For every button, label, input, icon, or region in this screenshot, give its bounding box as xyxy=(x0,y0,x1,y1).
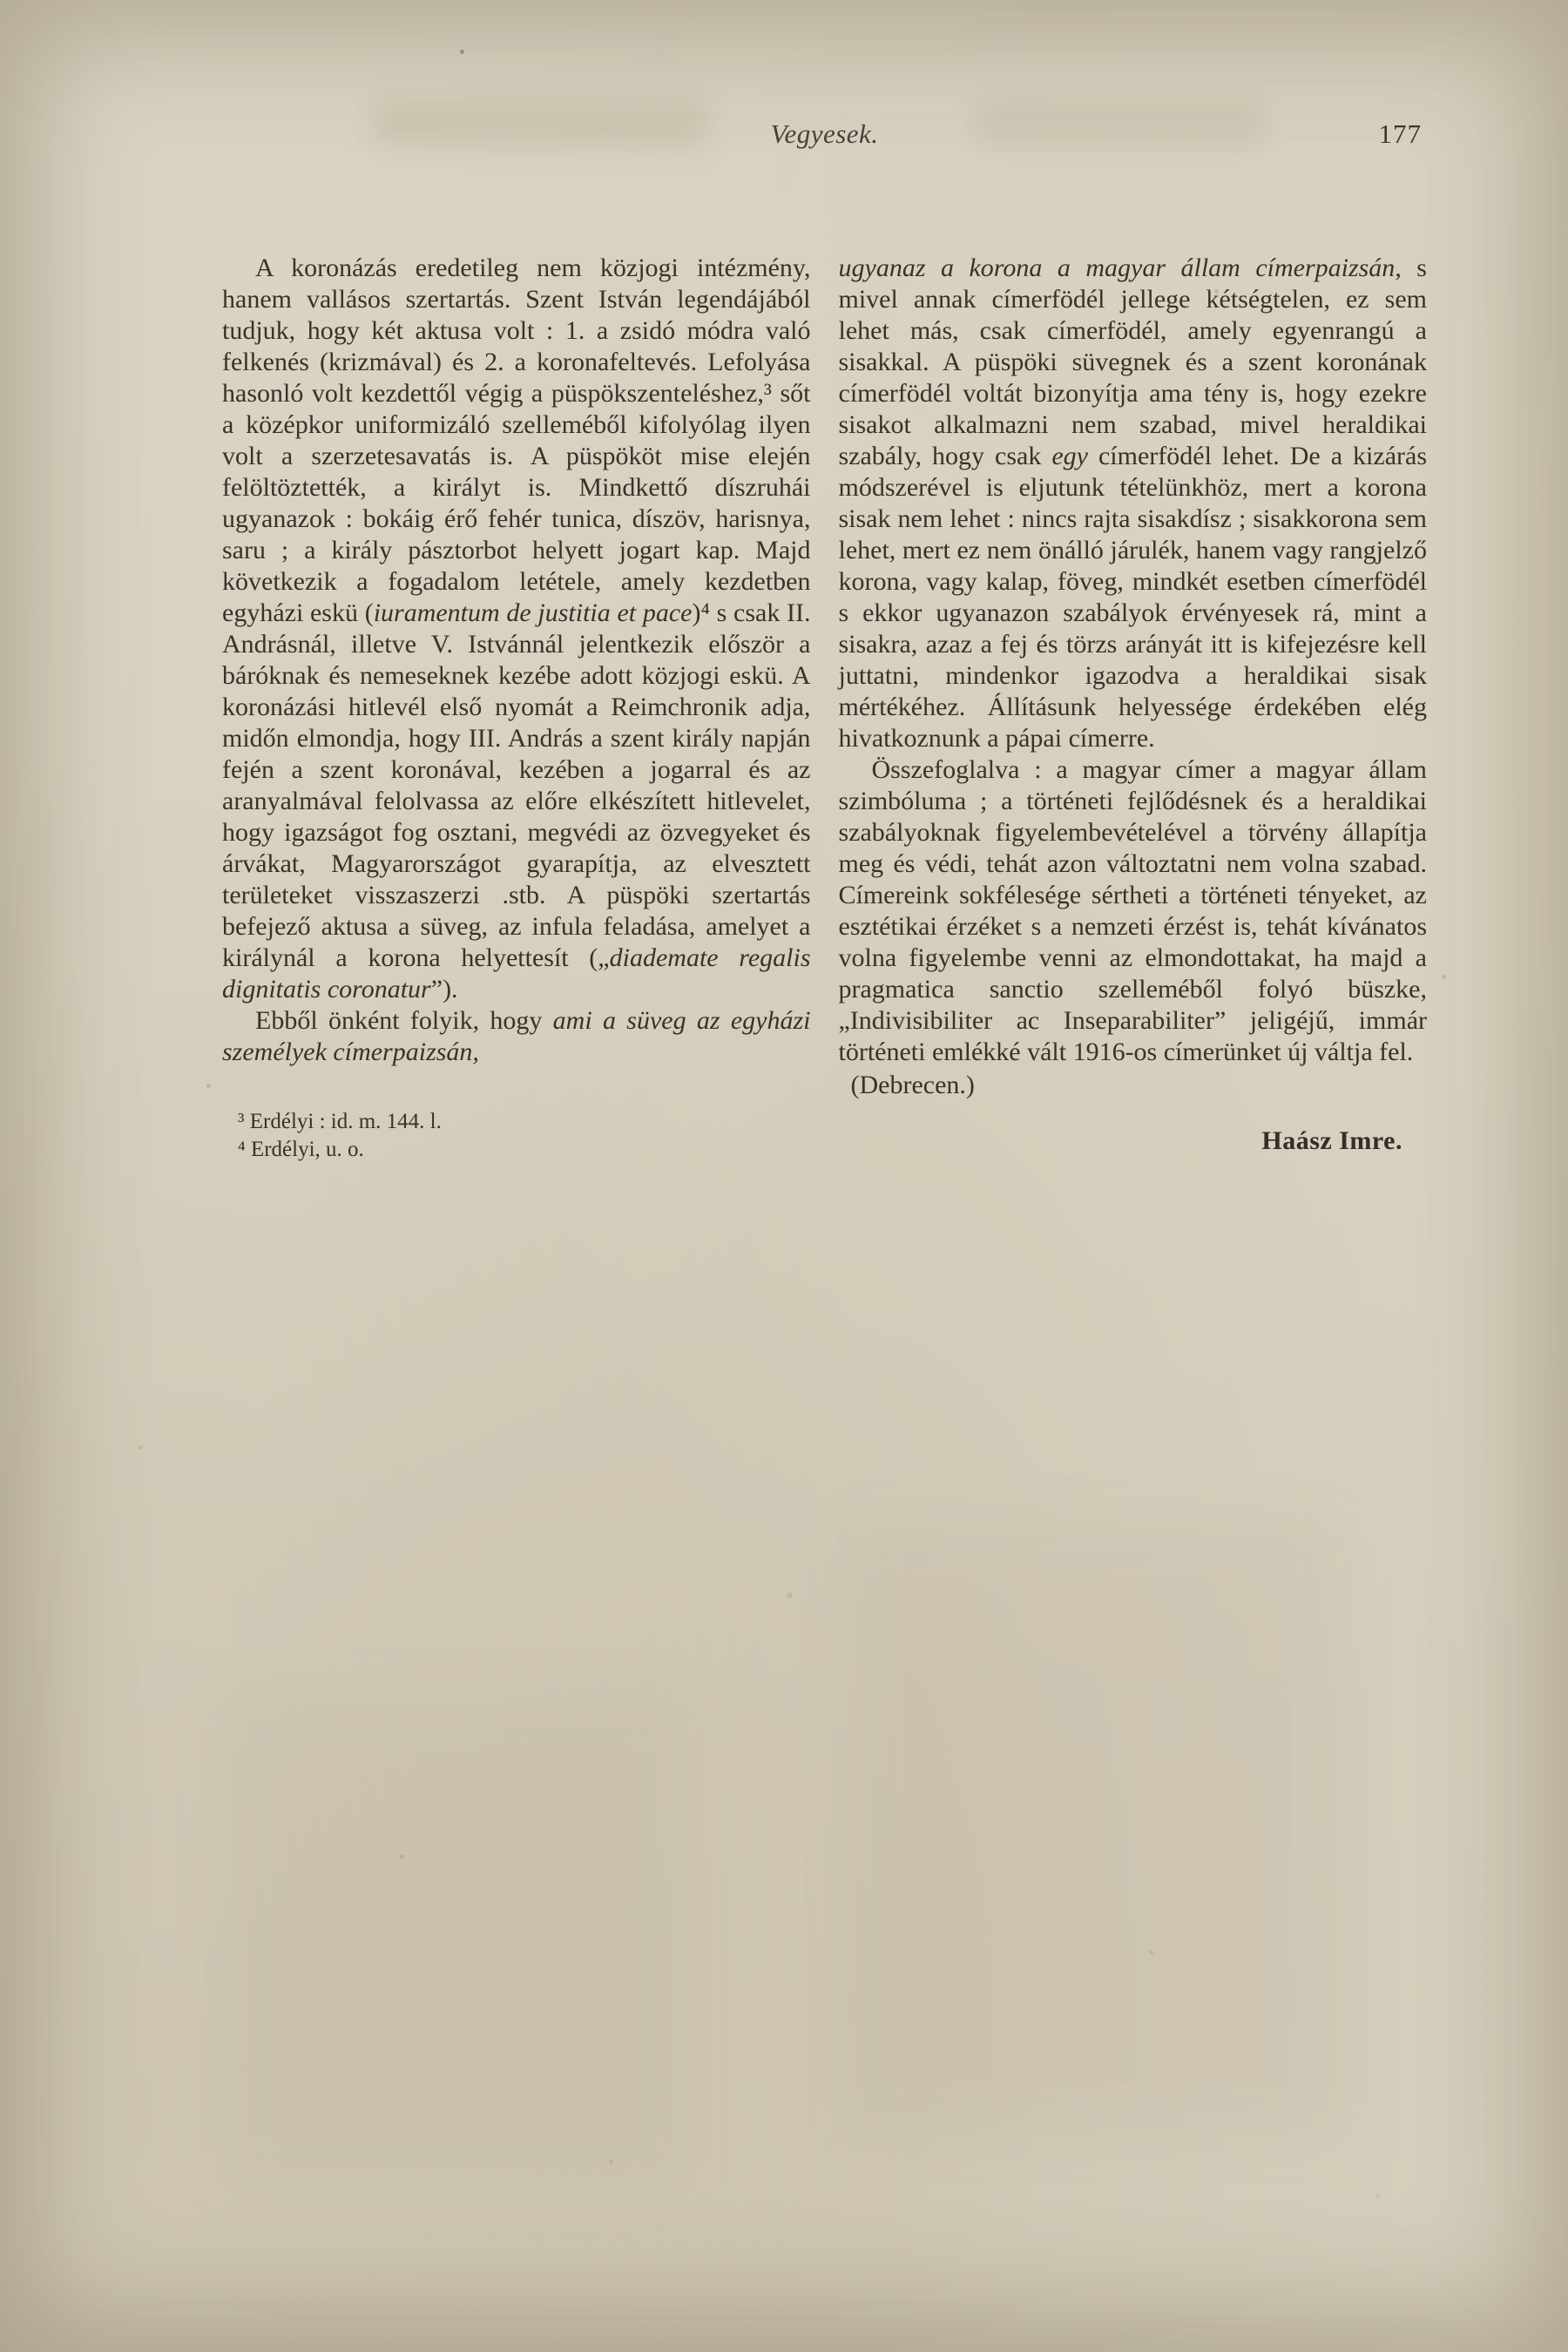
paragraph-heraldry xyxy=(839,253,1428,754)
emphasized-word: egy xyxy=(1051,442,1088,470)
text-segment: címerfödél lehet. De a kizárás módszerével is eljutunk tételünkhöz, mert a korona sisak nem lehet : nincs rajta sisakdísz ; sisakkorona sem lehet, mert ez nem önálló járulék, hanem vagy rangjelző korona, vagy kalap, föveg, mindkét esetben címerfödél s ekkor ugyanazon szabályok érvényesek rá, mint a sisakra, azaz a fej és törzs arányát itt is kifejezésre kell juttatni, mindenkor igazodva a heraldikai sisak mértékéhez. Állításunk helyessége érdekében elég hivatkoznunk a pápai címerre. xyxy=(838,442,1427,753)
right-column xyxy=(839,253,1428,1164)
footnotes xyxy=(222,1108,811,1164)
left-column xyxy=(222,253,811,1164)
text-segment: s mivel annak címerfödél jellege kétségtelen, ez sem lehet más, csak címerfödél, amely egyenrangú a sisakkal. A püspöki süvegnek és a szent koronának címerfödél voltát bizonyítja ama tény is, hogy ezekre sisakot alkalmazni nem szabad, mivel heraldikai szabály, hogy csak xyxy=(838,253,1427,470)
page-number: 177 xyxy=(1378,118,1422,149)
footnote-4: ⁴ Erdélyi, u. o. xyxy=(238,1138,364,1161)
footnote-3: ³ Erdélyi : id. m. 144. l. xyxy=(238,1110,442,1133)
latin-phrase: iuramentum de justitia et pace xyxy=(373,598,693,627)
page-header xyxy=(222,118,1427,153)
text-block xyxy=(222,253,1427,1164)
paragraph-conclusion-start xyxy=(222,1005,811,1068)
running-title: Vegyesek. xyxy=(770,118,879,149)
bleed-through-ghost xyxy=(226,1699,679,2186)
text-segment: )⁴ s csak II. Andrásnál, illetve V. Istvánnál jelentkezik először a báróknak és nemeseknek kezébe adott közjogi eskü. A koronázási hitlevél első nyomát a Reimchronik adja, midőn elmondja, hogy III. András a szent király napján fején a szent koronával, kezében a jogarral és az aranyalmával felolvassa az előre elkészített hitlevelet, hogy igazságot fog osztani, megvédi az özvegyeket és árvákat, Magyarországot gyarapítja, az elvesztett területeket visszaszerzi .stb. A püspöki szertartás befejező aktusa a süveg, az infula feladása, amelyet a királynál a korona helyettesít („ xyxy=(222,598,811,972)
emphasized-phrase: ami a süveg az egyházi személyek címerpaizsán, xyxy=(222,1006,811,1066)
paragraph-coronation xyxy=(222,253,811,1005)
place-line: (Debrecen.) xyxy=(850,1071,975,1099)
latin-phrase: diademate regalis dignitatis coronatur xyxy=(222,943,811,1004)
author-signature: Haász Imre. xyxy=(1261,1126,1402,1155)
text-segment: ”). xyxy=(430,975,458,1004)
text-segment: Összefoglalva : a magyar címer a magyar állam szimbóluma ; a történeti fejlődésnek és a heraldikai szabályoknak figyelembevételével a törvény állapítja meg és védi, tehát azon változtatni nem volna szabad. Címereink sokfélesége sértheti a történeti tényeket, az esztétikai érzéket s a nemzeti érzést is, tehát kívánatos volna figyelembe venni az elmondottakat, ha majd a pragmatica sanctio szelleméből folyó büszke, „Indivisibiliter ac Inseparabiliter” jeligéjű, immár történeti emlékké vált 1916-os címerünket új váltja fel. xyxy=(838,755,1427,1066)
paragraph-summary xyxy=(839,754,1428,1068)
bleed-through-ghost xyxy=(854,1524,1342,2134)
text-segment: A koronázás eredetileg nem közjogi intézmény, hanem vallásos szertartás. Szent István legendájából tudjuk, hogy két aktusa volt : 1. a zsidó módra való felkenés (krizmával) és 2. a koronafeltevés. Lefolyása hasonló volt kezdettől végig a püspökszenteléshez,³ sőt a középkor uniformizáló szelleméből kifolyólag ilyen volt a szerzetesavatás is. A püspököt mise elején felöltöztették, a királyt is. Mindkettő díszruhái ugyanazok : bokáig érő fehér tunica, díszöv, harisnya, saru ; a király pásztorbot helyett jogart kap. Majd következik a fogadalom letétele, amely kezdetben egyházi eskü ( xyxy=(222,253,811,627)
emphasized-phrase: ugyanaz a korona a magyar állam címerpaizsán, xyxy=(838,253,1402,282)
text-segment: Ebből önként folyik, hogy xyxy=(255,1006,553,1035)
